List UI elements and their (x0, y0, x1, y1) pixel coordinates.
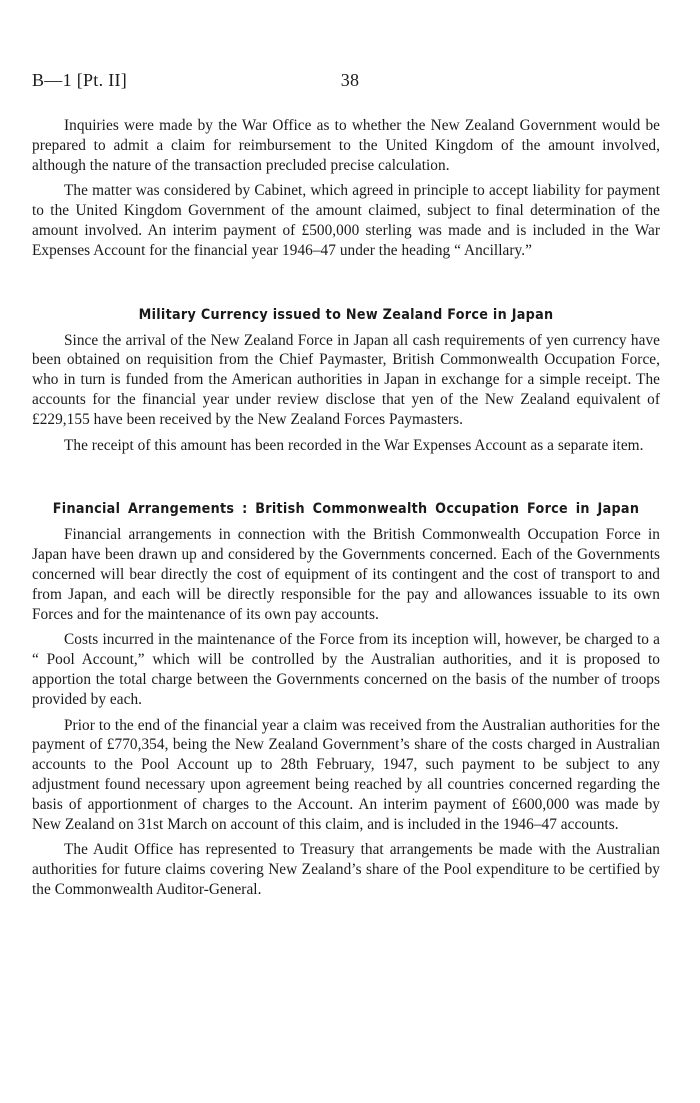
page-header (32, 70, 668, 94)
page-body (32, 116, 660, 900)
paragraph: Inquiries were made by the War Office as to whether the New Zealand Government would be prepared to admit a claim for reimbursement to the United Kingdom of the amount involved, although the nature of the transaction precluded precise calculation. (32, 117, 660, 174)
page-number: 38 (340, 70, 360, 90)
paragraph: The matter was considered by Cabinet, which agreed in principle to accept liability for payment to the United Kingdom Government of the amount claimed, subject to final determination of the amount involved. An interim payment of £500,000 sterling was made and is included in the War Expenses Account for the financial year 1946–47 under the heading “ Ancillary.” (32, 182, 660, 259)
section-heading-financial-arrangements: Financial Arrangements : British Commonwealth Occupation Force in Japan (52, 501, 640, 518)
paragraph: Prior to the end of the financial year a claim was received from the Australian authorities for the payment of £770,354, being the New Zealand Government’s share of the costs charged in Australian accounts to the Pool Account up to 28th February, 1947, such payment to be subject to any adjustment found necessary upon agreement being reached by all countries concerned regarding the basis of apportionment of charges to the Account. An interim payment of £600,000 was made by New Zealand on 31st March on account of this claim, and is included in the 1946–47 accounts. (32, 716, 660, 833)
paragraph: The Audit Office has represented to Treasury that arrangements be made with the Australian authorities for future claims covering New Zealand’s share of the Pool expenditure to be certified by the Commonwealth Auditor-General. (32, 841, 660, 898)
section-heading-military-currency: Military Currency issued to New Zealand Force in Japan (138, 306, 554, 323)
paragraph: Since the arrival of the New Zealand Force in Japan all cash requirements of yen currency have been obtained on requisition from the Chief Paymaster, British Commonwealth Occupation Force, who in turn is funded from the American authorities in Japan in exchange for a simple receipt. The accounts for the financial year under review disclose that yen of the New Zealand equivalent of £229,155 have been received by the New Zealand Forces Paymasters. (32, 331, 660, 428)
document-reference: B—1 [Pt. II] (32, 70, 128, 90)
paragraph: Costs incurred in the maintenance of the Force from its inception will, however, be charged to a “ Pool Account,” which will be controlled by the Australian authorities, and it is proposed to apportion the total charge between the Governments concerned on the basis of the number of troops provided by each. (32, 631, 660, 708)
paragraph: Financial arrangements in connection with the British Commonwealth Occupation Force in Japan have been drawn up and considered by the Governments concerned. Each of the Governments concerned will bear directly the cost of equipment of its contingent and the cost of transport to and from Japan, and each will be directly responsible for the pay and allowances issuable to its own Forces and for the maintenance of its own pay accounts. (32, 526, 660, 623)
paragraph: The receipt of this amount has been recorded in the War Expenses Account as a separate item. (64, 436, 644, 454)
